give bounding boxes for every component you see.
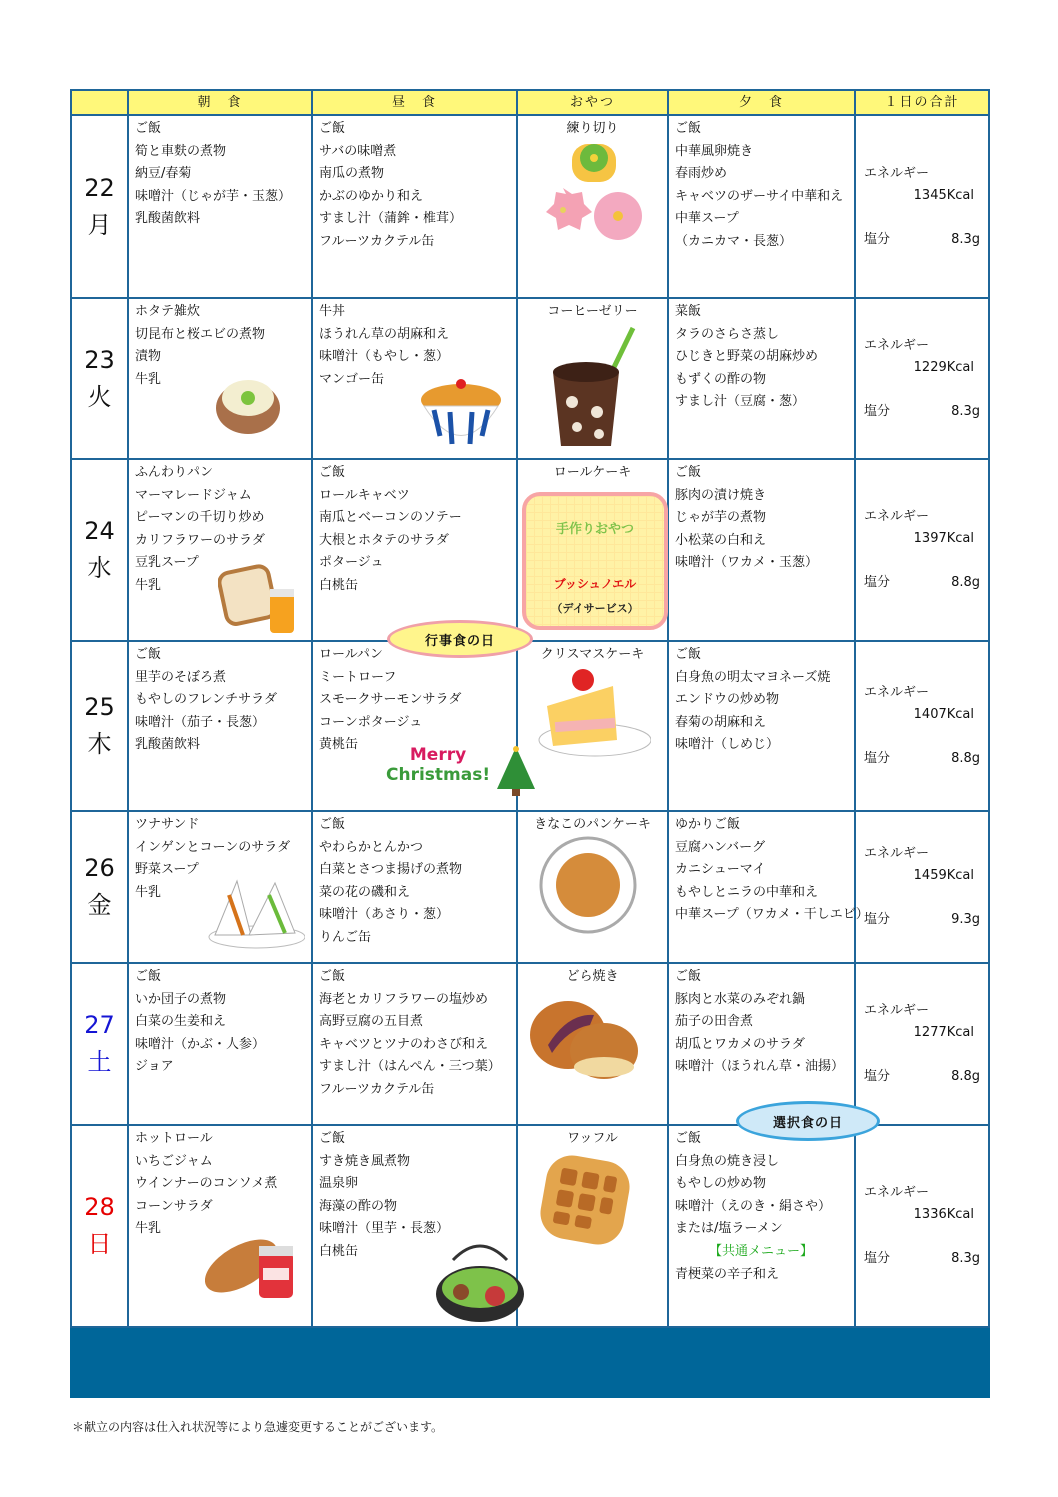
day-number: 26 bbox=[84, 854, 115, 882]
dinner-item: タラのさらさ蒸し bbox=[675, 326, 780, 342]
salt-label: 塩分 bbox=[864, 575, 891, 590]
lunch-cell bbox=[312, 115, 517, 298]
salt-row bbox=[864, 572, 980, 594]
breakfast-item: ウインナーのコンソメ煮 bbox=[135, 1176, 278, 1192]
dinner-item: 胡瓜とワカメのサラダ bbox=[675, 1036, 805, 1052]
breakfast-item: 乳酸菌飲料 bbox=[135, 211, 201, 227]
day-number: 28 bbox=[84, 1193, 115, 1221]
weekday-label: 木 bbox=[87, 730, 112, 758]
lunch-cell bbox=[312, 459, 517, 641]
footer-band-total bbox=[855, 1327, 989, 1397]
salt-row bbox=[864, 401, 980, 423]
dinner-item: 小松菜の白和え bbox=[675, 532, 767, 548]
dinner-item: 味噌汁（えのき・絹さや） bbox=[675, 1198, 832, 1214]
dinner-item: ご飯 bbox=[675, 121, 702, 136]
dinner-cell bbox=[668, 1125, 855, 1327]
lunch-item: 味噌汁（あさり・葱） bbox=[319, 907, 450, 923]
salt-label: 塩分 bbox=[864, 751, 891, 766]
lunch-item: すき焼き風煮物 bbox=[319, 1153, 411, 1169]
energy-label: エネルギー bbox=[864, 165, 930, 181]
breakfast-cell bbox=[128, 641, 312, 811]
lunch-item: やわらかとんかつ bbox=[319, 839, 424, 855]
breakfast-item: 野菜スープ bbox=[135, 862, 199, 878]
lunch-item: 白桃缶 bbox=[319, 1243, 359, 1259]
porridge-bowl-icon bbox=[213, 368, 283, 438]
salt-row bbox=[864, 1066, 980, 1088]
day-cell bbox=[71, 298, 128, 459]
lunch-item: 黄桃缶 bbox=[319, 737, 359, 753]
salt-value: 8.3g bbox=[951, 1251, 980, 1266]
day-cell bbox=[71, 963, 128, 1125]
energy-label: エネルギー bbox=[864, 337, 930, 353]
breakfast-item: ご飯 bbox=[135, 121, 162, 136]
day-cell bbox=[71, 459, 128, 641]
daily-total-cell bbox=[855, 298, 989, 459]
daily-total-cell bbox=[855, 1125, 989, 1327]
salt-value: 8.8g bbox=[951, 575, 980, 590]
dinner-item: カニシューマイ bbox=[675, 862, 766, 878]
lunch-item: ご飯 bbox=[319, 817, 346, 832]
salt-label: 塩分 bbox=[864, 403, 891, 419]
breakfast-item: 牛乳 bbox=[135, 1221, 162, 1237]
breakfast-item: ジョア bbox=[135, 1059, 174, 1075]
breakfast-item: 牛乳 bbox=[135, 371, 162, 387]
lunch-item: 味噌汁（もやし・葱） bbox=[319, 349, 450, 365]
breakfast-item: いちごジャム bbox=[135, 1153, 213, 1169]
dinner-item: 白身魚の焼き浸し bbox=[675, 1153, 780, 1169]
waffle-icon bbox=[535, 1150, 635, 1250]
lunch-item: 温泉卵 bbox=[319, 1176, 359, 1192]
breakfast-item: カリフラワーのサラダ bbox=[135, 532, 265, 548]
lunch-item: 南瓜の煮物 bbox=[319, 166, 385, 182]
breakfast-item: 味噌汁（茄子・長葱） bbox=[135, 714, 266, 730]
snack-item: ロールケーキ bbox=[553, 465, 632, 480]
energy-value: 1459Kcal bbox=[913, 868, 974, 883]
breakfast-item: 白菜の生姜和え bbox=[135, 1014, 227, 1030]
salt-row bbox=[864, 909, 980, 931]
lunch-item: スモークサーモンサラダ bbox=[319, 692, 462, 708]
lunch-item: ご飯 bbox=[319, 1131, 346, 1146]
snack-item: コーヒーゼリー bbox=[547, 304, 638, 319]
dinner-item: すまし汁（豆腐・葱） bbox=[675, 394, 806, 410]
breakfast-cell bbox=[128, 115, 312, 298]
dinner-cell bbox=[668, 459, 855, 641]
dinner-cell bbox=[668, 811, 869, 963]
header-breakfast: 朝 食 bbox=[128, 90, 312, 115]
breakfast-item: 味噌汁（じゃが芋・玉葱） bbox=[135, 188, 292, 204]
card-title: 手作りおやつ bbox=[555, 522, 634, 537]
day-cell bbox=[71, 1125, 128, 1327]
breakfast-item: 筍と車麩の煮物 bbox=[135, 143, 227, 159]
event-meal-day-badge: 行事食の日 bbox=[387, 620, 533, 658]
greeting-line1: Merry bbox=[409, 745, 467, 765]
weekly-menu-table bbox=[70, 89, 990, 1398]
day-number: 22 bbox=[84, 173, 115, 202]
footer-band-main bbox=[71, 1327, 855, 1397]
sandwich-icon bbox=[205, 875, 305, 950]
energy-value: 1336Kcal bbox=[913, 1207, 974, 1222]
lunch-item: ご飯 bbox=[319, 465, 346, 480]
energy-label: エネルギー bbox=[864, 1185, 930, 1200]
weekday-label: 金 bbox=[87, 891, 112, 919]
breakfast-item: ツナサンド bbox=[135, 817, 200, 832]
lunch-item: 海藻の酢の物 bbox=[319, 1198, 398, 1214]
day-number: 25 bbox=[84, 693, 115, 721]
daily-total-cell bbox=[855, 459, 989, 641]
salt-value: 8.8g bbox=[951, 751, 980, 766]
header-blank bbox=[71, 90, 128, 115]
lunch-item: 海老とカリフラワーの塩炒め bbox=[319, 991, 489, 1007]
dinner-item: 味噌汁（しめじ） bbox=[675, 737, 780, 753]
pancake-icon bbox=[538, 835, 638, 935]
salt-label: 塩分 bbox=[864, 912, 891, 927]
dinner-item: 中華風卵焼き bbox=[675, 143, 754, 159]
breakfast-item: コーンサラダ bbox=[135, 1198, 213, 1214]
lunch-item: コーンポタージュ bbox=[319, 714, 423, 730]
dinner-item: ご飯 bbox=[675, 969, 702, 984]
dinner-item: もやしとニラの中華和え bbox=[675, 884, 819, 900]
lunch-item: 南瓜とベーコンのソテー bbox=[319, 510, 462, 526]
dinner-item: 中華スープ bbox=[675, 211, 739, 227]
dinner-cell bbox=[668, 115, 855, 298]
greeting-line2: Christmas! bbox=[386, 765, 491, 785]
day-row bbox=[71, 115, 989, 298]
snack-item: どら焼き bbox=[566, 969, 619, 984]
dinner-item: （カニカマ・長葱） bbox=[675, 233, 793, 249]
snack-item: クリスマスケーキ bbox=[540, 647, 645, 662]
lunch-item: 菜の花の磯和え bbox=[319, 884, 411, 900]
dinner-item: または/塩ラーメン bbox=[675, 1221, 783, 1237]
dinner-item: 白身魚の明太マヨネーズ焼 bbox=[675, 669, 831, 685]
lunch-item: 牛丼 bbox=[319, 304, 346, 319]
lunch-item: ほうれん草の胡麻和え bbox=[319, 326, 450, 342]
day-cell bbox=[71, 641, 128, 811]
weekday-label: 水 bbox=[87, 554, 112, 582]
lunch-item: すまし汁（蒲鉾・椎茸） bbox=[319, 211, 463, 227]
lunch-item: 味噌汁（里芋・長葱） bbox=[319, 1221, 450, 1237]
header-snack: おやつ bbox=[517, 90, 668, 115]
dinner-item: 春雨炒め bbox=[675, 166, 728, 182]
breakfast-item: 漬物 bbox=[135, 349, 162, 365]
salt-value: 8.3g bbox=[951, 403, 980, 419]
dorayaki-icon bbox=[528, 993, 640, 1081]
breakfast-item: マーマレードジャム bbox=[135, 487, 252, 503]
lunch-item: 白菜とさつま揚げの煮物 bbox=[319, 862, 463, 878]
energy-label: エネルギー bbox=[864, 846, 930, 861]
christmas-tree-icon bbox=[495, 745, 537, 797]
lunch-item: ご飯 bbox=[319, 969, 346, 984]
breakfast-item: 切昆布と桜エビの煮物 bbox=[135, 326, 266, 342]
lunch-item: ロールキャベツ bbox=[319, 487, 410, 503]
lunch-cell bbox=[312, 641, 517, 811]
energy-label: エネルギー bbox=[864, 1003, 930, 1018]
weekday-label: 火 bbox=[87, 382, 112, 411]
breakfast-item: 乳酸菌飲料 bbox=[135, 737, 201, 753]
dinner-item: 味噌汁（ワカメ・玉葱） bbox=[675, 555, 819, 571]
breakfast-item: 味噌汁（かぶ・人参） bbox=[135, 1036, 266, 1052]
header-row bbox=[71, 90, 989, 115]
card-dish-name: ブッシュノエル bbox=[553, 577, 637, 591]
lunch-item: ミートローフ bbox=[319, 669, 397, 685]
christmas-cake-icon bbox=[533, 666, 651, 758]
dinner-item: 豚肉の漬け焼き bbox=[675, 487, 767, 503]
breakfast-item: 豆乳スープ bbox=[135, 555, 199, 571]
energy-value: 1229Kcal bbox=[913, 359, 974, 375]
lunch-item: フルーツカクテル缶 bbox=[319, 1081, 435, 1097]
breakfast-item: ご飯 bbox=[135, 647, 162, 662]
dinner-item: ゆかりご飯 bbox=[675, 817, 741, 832]
common-menu-label: 【共通メニュー】 bbox=[709, 1243, 814, 1259]
daily-total-cell bbox=[855, 641, 989, 811]
lunch-item: 大根とホタテのサラダ bbox=[319, 532, 449, 548]
lunch-cell bbox=[312, 811, 517, 963]
dinner-item: ご飯 bbox=[675, 465, 702, 480]
lunch-item: りんご缶 bbox=[319, 929, 372, 945]
salt-row bbox=[864, 1248, 980, 1270]
weekday-label: 土 bbox=[87, 1048, 112, 1076]
snack-item: きなこのパンケーキ bbox=[534, 817, 651, 832]
breakfast-cell bbox=[128, 963, 312, 1125]
dinner-item: 青梗菜の辛子和え bbox=[675, 1266, 780, 1282]
dinner-item: キャベツのザーサイ中華和え bbox=[675, 188, 844, 204]
lunch-item: 高野豆腐の五目煮 bbox=[319, 1014, 424, 1030]
daily-total-cell bbox=[855, 811, 989, 963]
dinner-item: ご飯 bbox=[675, 1131, 702, 1146]
energy-value: 1345Kcal bbox=[913, 187, 974, 203]
bread-jam-icon bbox=[218, 563, 298, 635]
card-subtitle: （デイサービス） bbox=[551, 602, 639, 615]
dinner-item: 中華スープ（ワカメ・干しエビ） bbox=[675, 907, 869, 923]
breakfast-item: 牛乳 bbox=[135, 577, 162, 593]
footer-band bbox=[71, 1327, 989, 1397]
merry-christmas-greeting bbox=[386, 745, 490, 785]
day-cell bbox=[71, 811, 128, 963]
energy-label: エネルギー bbox=[864, 509, 930, 524]
breakfast-item: 里芋のそぼろ煮 bbox=[135, 669, 227, 685]
salt-label: 塩分 bbox=[864, 1251, 891, 1266]
energy-value: 1407Kcal bbox=[913, 707, 974, 722]
day-number: 27 bbox=[84, 1011, 115, 1039]
salt-value: 9.3g bbox=[951, 912, 980, 927]
breakfast-item: ご飯 bbox=[135, 969, 162, 984]
breakfast-item: 納豆/春菊 bbox=[135, 166, 192, 182]
energy-value: 1397Kcal bbox=[913, 531, 974, 546]
dinner-item: 春菊の胡麻和え bbox=[675, 714, 767, 730]
snack-item: 練り切り bbox=[566, 121, 619, 136]
breakfast-item: ホットロール bbox=[135, 1131, 213, 1146]
lunch-item: かぶのゆかり和え bbox=[319, 188, 424, 204]
day-row bbox=[71, 298, 989, 459]
dinner-cell bbox=[668, 963, 855, 1125]
dinner-item: ひじきと野菜の胡麻炒め bbox=[675, 349, 819, 365]
lunch-item: ポタージュ bbox=[319, 555, 384, 571]
lunch-item: 白桃缶 bbox=[319, 577, 359, 593]
lunch-item: マンゴー缶 bbox=[319, 371, 385, 387]
salt-label: 塩分 bbox=[864, 231, 891, 247]
dinner-cell bbox=[668, 641, 855, 811]
gyudon-bowl-icon bbox=[418, 370, 504, 456]
bread-strawberry-jam-icon bbox=[205, 1226, 297, 1300]
dinner-item: 味噌汁（ほうれん草・油揚） bbox=[675, 1059, 845, 1075]
salt-row bbox=[864, 748, 980, 770]
dinner-item: 菜飯 bbox=[675, 304, 702, 319]
lunch-item: フルーツカクテル缶 bbox=[319, 233, 435, 249]
dinner-item: 豚肉と水菜のみぞれ鍋 bbox=[675, 991, 806, 1007]
dinner-item: もやしの炒め物 bbox=[675, 1176, 767, 1192]
lunch-item: すまし汁（はんぺん・三つ葉） bbox=[319, 1059, 501, 1075]
dinner-item: 豆腐ハンバーグ bbox=[675, 839, 766, 855]
header-dinner: 夕 食 bbox=[668, 90, 855, 115]
salt-label: 塩分 bbox=[864, 1069, 891, 1084]
lunch-item: サバの味噌煮 bbox=[319, 143, 397, 159]
day-cell bbox=[71, 115, 128, 298]
lunch-item: ご飯 bbox=[319, 121, 346, 136]
salt-row bbox=[864, 229, 980, 251]
energy-label: エネルギー bbox=[864, 685, 930, 700]
dinner-item: 茄子の田舎煮 bbox=[675, 1014, 754, 1030]
dinner-cell bbox=[668, 298, 855, 459]
energy-value: 1277Kcal bbox=[913, 1025, 974, 1040]
dinner-item: じゃが芋の煮物 bbox=[675, 510, 767, 526]
handmade-snack-card bbox=[522, 492, 668, 630]
nerikiri-sweets-icon bbox=[538, 140, 648, 250]
footer-note: ＊献立の内容は仕入れ状況等により急遽変更することがございます。 bbox=[72, 1420, 444, 1434]
salt-value: 8.8g bbox=[951, 1069, 980, 1084]
lunch-item: ロールパン bbox=[319, 647, 383, 662]
snack-item: ワッフル bbox=[567, 1131, 618, 1146]
day-number: 23 bbox=[84, 345, 115, 374]
lunch-cell bbox=[312, 963, 517, 1125]
breakfast-item: インゲンとコーンのサラダ bbox=[135, 839, 291, 855]
weekday-label: 月 bbox=[87, 210, 112, 239]
dinner-item: ご飯 bbox=[675, 647, 702, 662]
header-lunch: 昼 食 bbox=[312, 90, 517, 115]
coffee-jelly-icon bbox=[547, 322, 637, 452]
day-number: 24 bbox=[84, 517, 115, 545]
breakfast-item: ふんわりパン bbox=[135, 465, 214, 480]
dinner-item: エンドウの炒め物 bbox=[675, 692, 780, 708]
sukiyaki-pot-icon bbox=[433, 1232, 527, 1327]
breakfast-item: もやしのフレンチサラダ bbox=[135, 692, 278, 708]
selectable-meal-day-badge: 選択食の日 bbox=[736, 1101, 880, 1141]
lunch-item: キャベツとツナのわさび和え bbox=[319, 1036, 489, 1052]
breakfast-item: ピーマンの千切り炒め bbox=[135, 510, 265, 526]
daily-total-cell bbox=[855, 115, 989, 298]
breakfast-item: 牛乳 bbox=[135, 884, 162, 900]
daily-total-cell bbox=[855, 963, 989, 1125]
breakfast-item: ホタテ雑炊 bbox=[135, 304, 201, 319]
dinner-item: もずくの酢の物 bbox=[675, 371, 767, 387]
header-daily-total: １日の合計 bbox=[855, 90, 989, 115]
weekday-label: 日 bbox=[87, 1230, 112, 1258]
breakfast-item: いか団子の煮物 bbox=[135, 991, 227, 1007]
salt-value: 8.3g bbox=[951, 231, 980, 247]
